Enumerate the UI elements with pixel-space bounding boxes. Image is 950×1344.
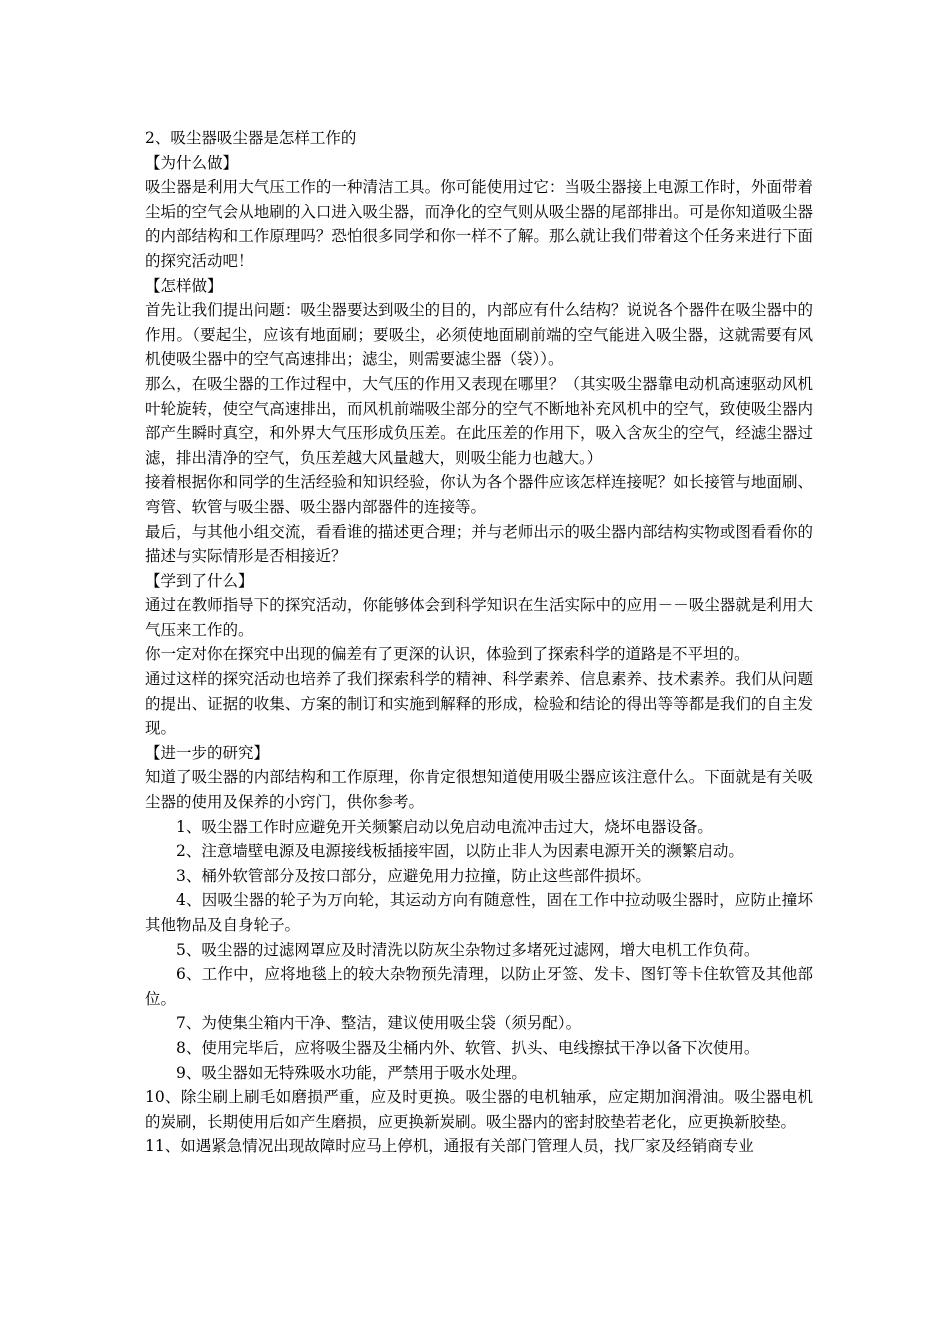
tip-item: 7、为使集尘箱内干净、整洁，建议使用吸尘袋（须另配）。	[176, 1014, 582, 1033]
tip-item: 9、吸尘器如无特殊吸水功能，严禁用于吸水处理。	[176, 1063, 527, 1082]
tip-item: 10、除尘刷上刷毛如磨损严重，应及时更换。吸尘器的电机轴承，应定期加润滑油。吸尘器电机的炭刷，长期使用后如产生磨损，应更换新炭刷。吸尘器内的密封胶垫若老化，应更换新胶垫。	[145, 1088, 813, 1131]
paragraph: 最后，与其他小组交流，看看谁的描述更合理；并与老师出示的吸尘器内部结构实物或图看看你的描述与实际情形是否相接近？	[145, 522, 813, 566]
document-body	[145, 126, 813, 1159]
tip-item: 11、如遇紧急情况出现故障时应马上停机，通报有关部门管理人员，找厂家及经销商专业	[145, 1137, 754, 1156]
tip-item: 5、吸尘器的过滤网罩应及时清洗以防灰尘杂物过多堵死过滤网，增大电机工作负荷。	[176, 940, 760, 959]
heading-why: 【为什么做】	[145, 153, 239, 172]
paragraph: 通过在教师指导下的探究活动，你能够体会到科学知识在生活实际中的应用－－吸尘器就是利用大气压来工作的。	[145, 596, 813, 639]
tip-item: 1、吸尘器工作时应避免开关频繁启动以免启动电流冲击过大，烧坏电器设备。	[176, 817, 713, 836]
heading-further: 【进一步的研究】	[145, 743, 270, 762]
tip-item: 4、因吸尘器的轮子为万向轮，其运动方向有随意性，固在工作中拉动吸尘器时，应防止撞坏其他物品及自身轮子。	[145, 891, 813, 934]
paragraph: 首先让我们提出问题：吸尘器要达到吸尘的目的，内部应有什么结构？说说各个器件在吸尘器中的作用。（要起尘，应该有地面刷；要吸尘，必须使地面刷前端的空气能进入吸尘器，这就需要有风机使吸尘器中的空气高速排出；滤尘，则需要滤尘器（袋））。	[145, 301, 813, 369]
paragraph: 那么，在吸尘器的工作过程中，大气压的作用又表现在哪里？（其实吸尘器靠电动机高速驱动风机叶轮旋转，使空气高速排出，而风机前端吸尘部分的空气不断地补充风机中的空气，致使吸尘器内部产生瞬时真空，和外界大气压形成负压差。在此压差的作用下，吸入含灰尘的空气，经滤尘器过滤，排出清净的空气，负压差越大风量越大，则吸尘能力也越大。）	[145, 374, 813, 467]
paragraph: 吸尘器是利用大气压工作的一种清洁工具。你可能使用过它：当吸尘器接上电源工作时，外面带着尘垢的空气会从地刷的入口进入吸尘器，而净化的空气则从吸尘器的尾部排出。可是你知道吸尘器的内部结构和工作原理吗？恐怕很多同学和你一样不了解。那么就让我们带着这个任务来进行下面的探究活动吧！	[145, 178, 813, 270]
paragraph: 你一定对你在探究中出现的偏差有了更深的认识，体验到了探索科学的道路是不平坦的。	[145, 645, 750, 664]
paragraph: 知道了吸尘器的内部结构和工作原理，你肯定很想知道使用吸尘器应该注意什么。下面就是有关吸尘器的使用及保养的小窍门，供你参考。	[145, 768, 813, 812]
heading-learned: 【学到了什么】	[145, 571, 254, 590]
tip-item: 3、桶外软管部分及按口部分，应避免用力拉撞，防止这些部件损坏。	[176, 866, 651, 885]
tip-item: 6、工作中，应将地毯上的较大杂物预先清理，以防止牙签、发卡、图钉等卡住软管及其他部位。	[145, 965, 813, 1008]
paragraph: 通过这样的探究活动也培养了我们探索科学的精神、科学素养、信息素养、技术素养。我们从问题的提出、证据的收集、方案的制订和实施到解释的形成，检验和结论的得出等等都是我们的自主发现。	[145, 670, 813, 738]
paragraph: 接着根据你和同学的生活经验和知识经验，你认为各个器件应该怎样连接呢？如长接管与地面刷、弯管、软管与吸尘器、吸尘器内部器件的连接等。	[145, 473, 813, 516]
tip-item: 2、注意墙壁电源及电源接线板插接牢固，以防止非人为因素电源开关的濒繁启动。	[176, 842, 744, 861]
document-title: 2、吸尘器吸尘器是怎样工作的	[145, 129, 357, 147]
heading-how: 【怎样做】	[145, 276, 223, 295]
tip-item: 8、使用完毕后，应将吸尘器及尘桶内外、软管、扒头、电线擦拭干净以备下次使用。	[176, 1038, 760, 1057]
